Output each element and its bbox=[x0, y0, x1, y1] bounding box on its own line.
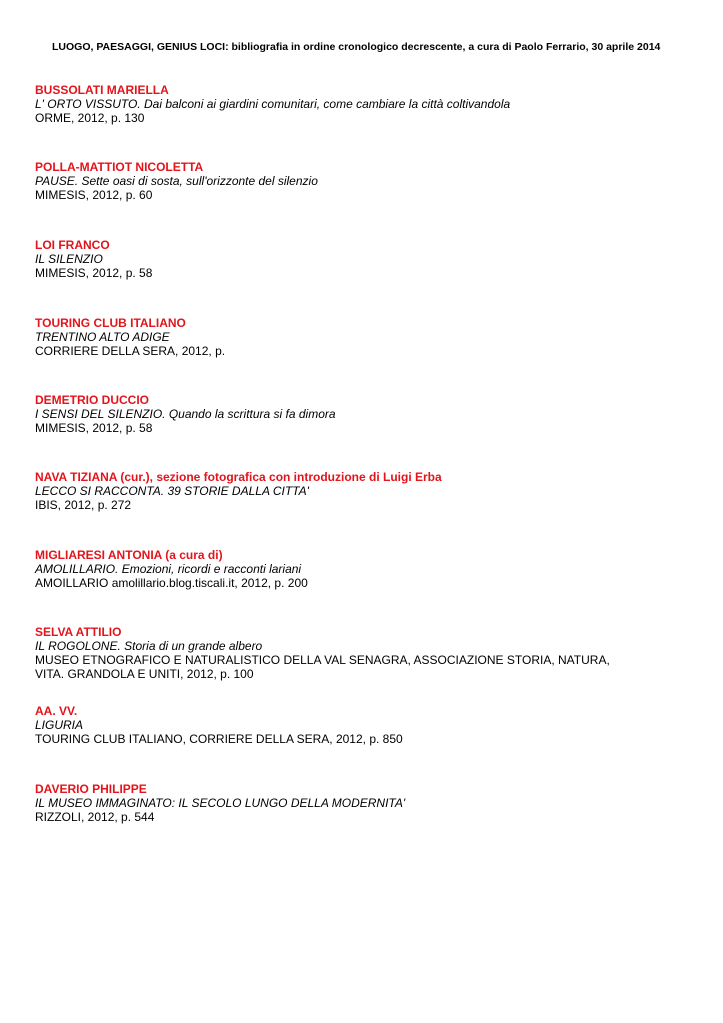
entry-title: IL ROGOLONE. Storia di un grande albero bbox=[35, 639, 263, 653]
bibliography-entry bbox=[35, 160, 318, 202]
entry-author: MIGLIARESI ANTONIA (a cura di) bbox=[35, 548, 223, 562]
entry-author: TOURING CLUB ITALIANO bbox=[35, 316, 186, 330]
entry-publisher: IBIS, 2012, p. 272 bbox=[35, 498, 132, 512]
entry-publisher: ORME, 2012, p. 130 bbox=[35, 111, 145, 125]
bibliography-entry bbox=[35, 548, 308, 590]
entry-title: LECCO SI RACCONTA. 39 STORIE DALLA CITTA' bbox=[35, 484, 309, 498]
entry-author: DAVERIO PHILIPPE bbox=[35, 782, 147, 796]
entry-title: LIGURIA bbox=[35, 718, 84, 732]
entry-title: AMOLILLARIO. Emozioni, ricordi e racconti lariani bbox=[35, 562, 302, 576]
entry-publisher: TOURING CLUB ITALIANO, CORRIERE DELLA SERA, 2012, p. 850 bbox=[35, 732, 403, 746]
entry-author: NAVA TIZIANA (cur.), sezione fotografica con introduzione di Luigi Erba bbox=[35, 470, 442, 484]
entry-title: IL SILENZIO bbox=[35, 252, 103, 266]
entry-author: SELVA ATTILIO bbox=[35, 625, 122, 639]
entry-publisher: MIMESIS, 2012, p. 60 bbox=[35, 188, 153, 202]
entry-author: DEMETRIO DUCCIO bbox=[35, 393, 149, 407]
entry-title: I SENSI DEL SILENZIO. Quando la scrittura si fa dimora bbox=[35, 407, 336, 421]
bibliography-entry bbox=[35, 393, 336, 435]
bibliography-entry bbox=[35, 625, 635, 681]
page-header: LUOGO, PAESAGGI, GENIUS LOCI: bibliografia in ordine cronologico decrescente, a cura di Paolo Ferrario, 30 aprile 2014 bbox=[52, 41, 661, 53]
entry-author: BUSSOLATI MARIELLA bbox=[35, 83, 169, 97]
entry-title: IL MUSEO IMMAGINATO: IL SECOLO LUNGO DELLA MODERNITA' bbox=[35, 796, 406, 810]
bibliography-entry bbox=[35, 238, 152, 280]
entry-author: POLLA-MATTIOT NICOLETTA bbox=[35, 160, 204, 174]
bibliography-entry bbox=[35, 316, 225, 358]
entry-publisher: MIMESIS, 2012, p. 58 bbox=[35, 421, 153, 435]
entry-title: TRENTINO ALTO ADIGE bbox=[35, 330, 170, 344]
bibliography-entry bbox=[35, 83, 510, 125]
entry-publisher: RIZZOLI, 2012, p. 544 bbox=[35, 810, 155, 824]
entry-title: L' ORTO VISSUTO. Dai balconi ai giardini comunitari, come cambiare la città coltivandola bbox=[35, 97, 511, 111]
entry-publisher: MUSEO ETNOGRAFICO E NATURALISTICO DELLA VAL SENAGRA, ASSOCIAZIONE STORIA, NATURA, VITA. GRANDOLA E UNITI, 2012, p. 100 bbox=[35, 653, 610, 681]
bibliography-entry bbox=[35, 782, 405, 824]
entry-title: PAUSE. Sette oasi di sosta, sull'orizzonte del silenzio bbox=[35, 174, 318, 188]
entry-publisher: CORRIERE DELLA SERA, 2012, p. bbox=[35, 344, 226, 358]
entry-author: AA. VV. bbox=[35, 704, 78, 718]
entry-publisher: MIMESIS, 2012, p. 58 bbox=[35, 266, 153, 280]
bibliography-entry bbox=[35, 470, 442, 512]
bibliography-entry bbox=[35, 704, 403, 746]
entry-publisher: AMOILLARIO amolillario.blog.tiscali.it, 2012, p. 200 bbox=[35, 576, 308, 590]
entry-author: LOI FRANCO bbox=[35, 238, 110, 252]
